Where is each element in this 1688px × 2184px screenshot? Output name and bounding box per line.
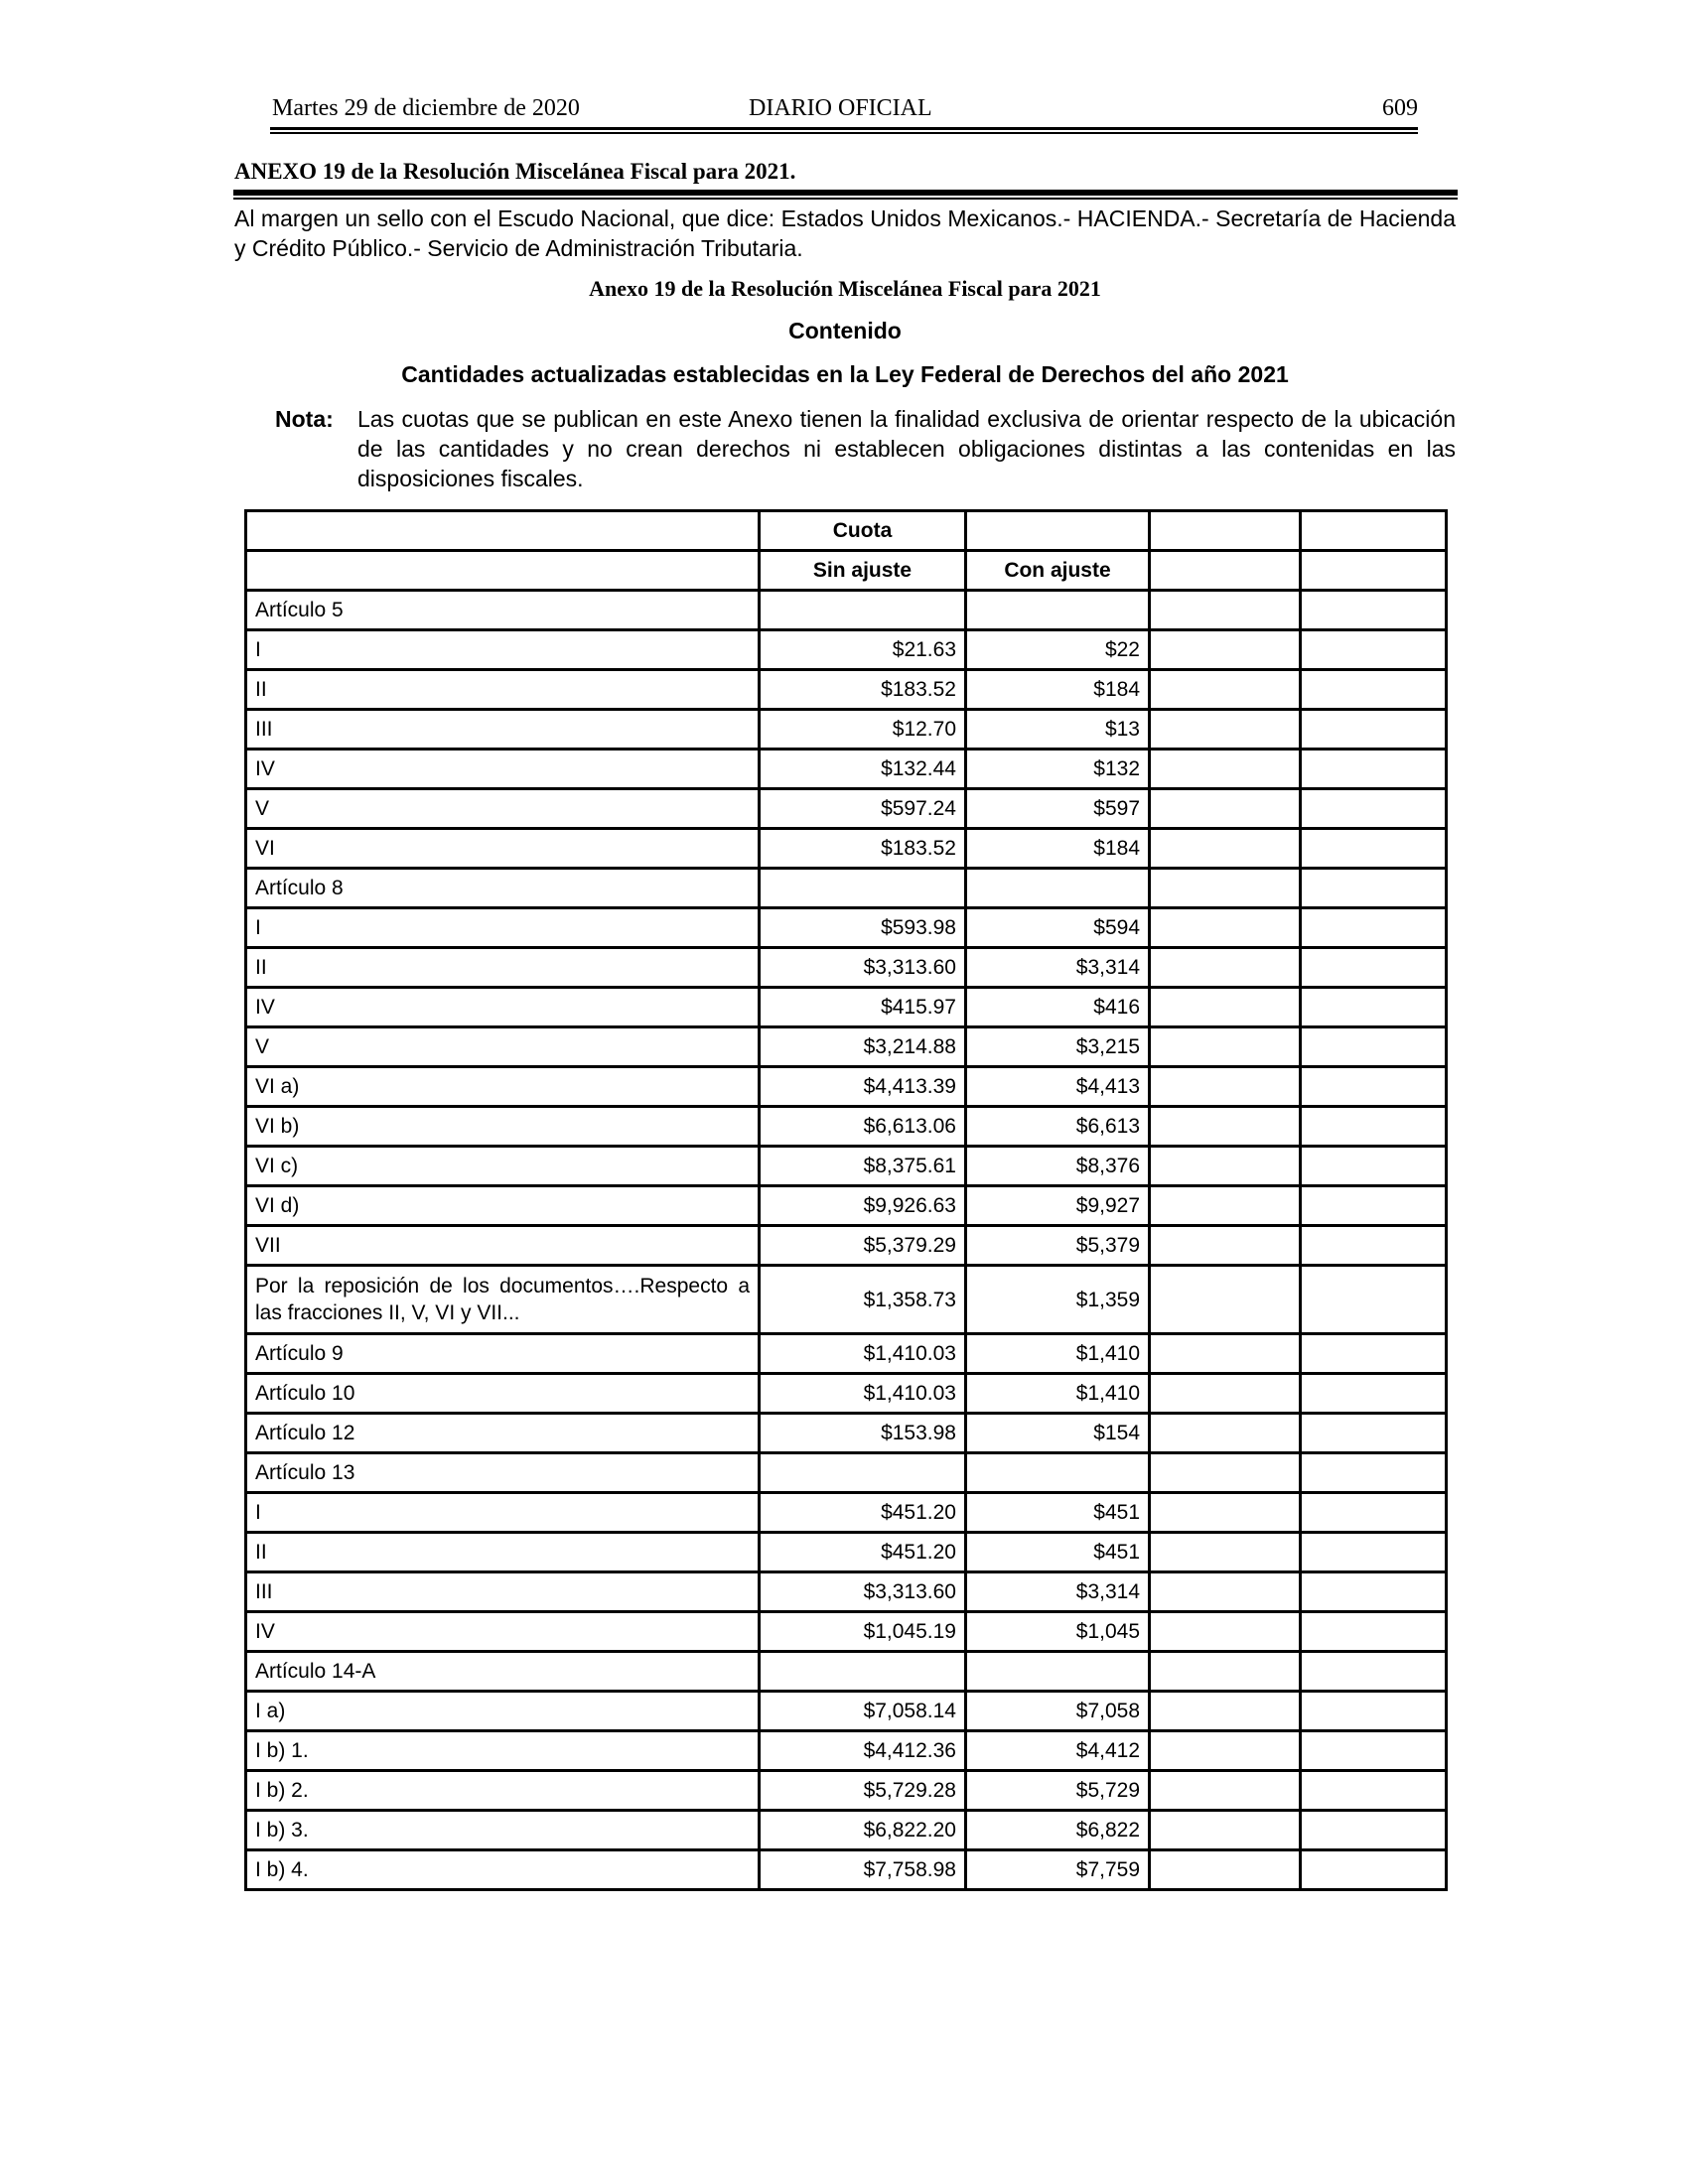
cuota-con-ajuste: $1,410 bbox=[966, 1334, 1150, 1374]
empty-cell bbox=[1301, 1493, 1447, 1533]
cuota-sin-ajuste: $12.70 bbox=[760, 710, 966, 750]
row-label: Artículo 8 bbox=[246, 869, 760, 908]
empty-cell bbox=[1150, 1731, 1301, 1771]
empty-cell bbox=[1150, 908, 1301, 948]
row-label: VI bbox=[246, 829, 760, 869]
table-row bbox=[246, 1493, 1447, 1533]
empty-cell bbox=[1150, 1453, 1301, 1493]
cuota-sin-ajuste bbox=[760, 869, 966, 908]
table-row bbox=[246, 1572, 1447, 1612]
empty-cell bbox=[1150, 591, 1301, 630]
row-label: VI a) bbox=[246, 1067, 760, 1107]
empty-cell bbox=[1150, 1533, 1301, 1572]
journal-name: DIARIO OFICIAL bbox=[749, 95, 932, 121]
cuota-con-ajuste: $5,729 bbox=[966, 1771, 1150, 1811]
cuota-con-ajuste: $154 bbox=[966, 1414, 1150, 1453]
empty-cell bbox=[1150, 1374, 1301, 1414]
table-row bbox=[246, 1850, 1447, 1890]
row-label: Artículo 9 bbox=[246, 1334, 760, 1374]
row-label: II bbox=[246, 948, 760, 988]
cuota-con-ajuste bbox=[966, 869, 1150, 908]
empty-cell bbox=[1150, 1334, 1301, 1374]
cuota-con-ajuste: $4,412 bbox=[966, 1731, 1150, 1771]
row-label: II bbox=[246, 670, 760, 710]
row-label: I bbox=[246, 908, 760, 948]
cuota-sin-ajuste bbox=[760, 591, 966, 630]
cuota-con-ajuste bbox=[966, 1453, 1150, 1493]
header-empty-cell bbox=[246, 511, 760, 551]
table-row bbox=[246, 1533, 1447, 1572]
row-label: Artículo 13 bbox=[246, 1453, 760, 1493]
cuota-con-ajuste: $132 bbox=[966, 750, 1150, 789]
cuota-con-ajuste: $9,927 bbox=[966, 1186, 1150, 1226]
cuota-con-ajuste: $184 bbox=[966, 670, 1150, 710]
row-label: Por la reposición de los documentos….Respecto a las fracciones II, V, VI y VII... bbox=[246, 1266, 760, 1334]
cuota-sin-ajuste bbox=[760, 1652, 966, 1692]
empty-cell bbox=[1301, 988, 1447, 1027]
cuota-con-ajuste: $597 bbox=[966, 789, 1150, 829]
cuota-sin-ajuste: $415.97 bbox=[760, 988, 966, 1027]
cuota-con-ajuste bbox=[966, 591, 1150, 630]
empty-cell bbox=[1150, 789, 1301, 829]
cuota-sin-ajuste: $3,214.88 bbox=[760, 1027, 966, 1067]
cuota-sin-ajuste: $1,045.19 bbox=[760, 1612, 966, 1652]
cuota-sin-ajuste: $1,410.03 bbox=[760, 1334, 966, 1374]
cuota-sin-ajuste: $3,313.60 bbox=[760, 1572, 966, 1612]
page-number: 609 bbox=[1382, 95, 1418, 121]
empty-cell bbox=[1150, 1692, 1301, 1731]
intro-paragraph: Al margen un sello con el Escudo Nacional, que dice: Estados Unidos Mexicanos.- HACIENDA.- Secretaría de Hacienda y Crédito Público.- Servicio de Administración Tributaria. bbox=[234, 205, 1456, 261]
cuota-con-ajuste: $1,410 bbox=[966, 1374, 1150, 1414]
table-row bbox=[246, 630, 1447, 670]
empty-cell bbox=[1150, 750, 1301, 789]
empty-cell bbox=[1150, 1493, 1301, 1533]
header-sin-ajuste: Sin ajuste bbox=[760, 551, 966, 591]
table-row bbox=[246, 948, 1447, 988]
empty-cell bbox=[1301, 1266, 1447, 1334]
empty-cell bbox=[1301, 1107, 1447, 1147]
row-label: I bbox=[246, 1493, 760, 1533]
empty-cell bbox=[1301, 1414, 1447, 1453]
row-label: IV bbox=[246, 1612, 760, 1652]
empty-cell bbox=[1301, 630, 1447, 670]
empty-cell bbox=[1301, 1186, 1447, 1226]
cuota-sin-ajuste: $597.24 bbox=[760, 789, 966, 829]
cuota-sin-ajuste: $4,413.39 bbox=[760, 1067, 966, 1107]
empty-cell bbox=[1301, 869, 1447, 908]
cuota-con-ajuste: $5,379 bbox=[966, 1226, 1150, 1266]
header-empty-cell bbox=[966, 511, 1150, 551]
empty-cell bbox=[1301, 1652, 1447, 1692]
table-row bbox=[246, 789, 1447, 829]
nota-text: Las cuotas que se publican en este Anexo tienen la finalidad exclusiva de orientar respecto de la ubicación de las cantidades y no crean derechos ni establecen obligaciones distintas a las contenidas en las disposiciones fiscales. bbox=[357, 406, 1456, 491]
row-label: I b) 3. bbox=[246, 1811, 760, 1850]
empty-cell bbox=[1301, 1027, 1447, 1067]
cuota-sin-ajuste: $8,375.61 bbox=[760, 1147, 966, 1186]
empty-cell bbox=[1301, 1572, 1447, 1612]
cuota-sin-ajuste: $451.20 bbox=[760, 1533, 966, 1572]
cuota-con-ajuste: $416 bbox=[966, 988, 1150, 1027]
empty-cell bbox=[1150, 710, 1301, 750]
table-row bbox=[246, 1226, 1447, 1266]
row-label: IV bbox=[246, 750, 760, 789]
row-label: V bbox=[246, 789, 760, 829]
sub-title: Anexo 19 de la Resolución Miscelánea Fiscal para 2021 bbox=[589, 276, 1101, 301]
fees-table bbox=[244, 509, 1448, 1891]
row-label: VI b) bbox=[246, 1107, 760, 1147]
cuota-sin-ajuste: $5,729.28 bbox=[760, 1771, 966, 1811]
empty-cell bbox=[1301, 1731, 1447, 1771]
header-empty-cell bbox=[1150, 551, 1301, 591]
cuota-sin-ajuste: $593.98 bbox=[760, 908, 966, 948]
cuota-con-ajuste: $22 bbox=[966, 630, 1150, 670]
empty-cell bbox=[1301, 591, 1447, 630]
table-row bbox=[246, 750, 1447, 789]
empty-cell bbox=[1301, 1226, 1447, 1266]
row-label: I b) 2. bbox=[246, 1771, 760, 1811]
table-row bbox=[246, 1147, 1447, 1186]
cuota-sin-ajuste: $7,058.14 bbox=[760, 1692, 966, 1731]
cuota-con-ajuste: $184 bbox=[966, 829, 1150, 869]
table-row bbox=[246, 1612, 1447, 1652]
empty-cell bbox=[1150, 948, 1301, 988]
empty-cell bbox=[1150, 988, 1301, 1027]
cuota-con-ajuste: $451 bbox=[966, 1533, 1150, 1572]
cuota-sin-ajuste: $183.52 bbox=[760, 829, 966, 869]
empty-cell bbox=[1150, 630, 1301, 670]
cuota-sin-ajuste bbox=[760, 1453, 966, 1493]
nota-label: Nota: bbox=[275, 406, 334, 432]
table-row bbox=[246, 1334, 1447, 1374]
table-row bbox=[246, 1453, 1447, 1493]
table-row bbox=[246, 710, 1447, 750]
empty-cell bbox=[1150, 670, 1301, 710]
header-empty-cell bbox=[1150, 511, 1301, 551]
row-label: VI c) bbox=[246, 1147, 760, 1186]
cuota-sin-ajuste: $183.52 bbox=[760, 670, 966, 710]
table-row bbox=[246, 829, 1447, 869]
empty-cell bbox=[1301, 908, 1447, 948]
table-row bbox=[246, 670, 1447, 710]
empty-cell bbox=[1301, 750, 1447, 789]
cuota-sin-ajuste: $153.98 bbox=[760, 1414, 966, 1453]
empty-cell bbox=[1150, 1027, 1301, 1067]
empty-cell bbox=[1301, 1374, 1447, 1414]
table-row bbox=[246, 1186, 1447, 1226]
empty-cell bbox=[1150, 1186, 1301, 1226]
table-row bbox=[246, 1811, 1447, 1850]
empty-cell bbox=[1150, 1771, 1301, 1811]
cuota-sin-ajuste: $1,358.73 bbox=[760, 1266, 966, 1334]
empty-cell bbox=[1301, 948, 1447, 988]
cuota-con-ajuste: $594 bbox=[966, 908, 1150, 948]
row-label: V bbox=[246, 1027, 760, 1067]
cuota-con-ajuste: $7,759 bbox=[966, 1850, 1150, 1890]
cuota-sin-ajuste: $451.20 bbox=[760, 1493, 966, 1533]
cuota-sin-ajuste: $6,822.20 bbox=[760, 1811, 966, 1850]
table-row bbox=[246, 1067, 1447, 1107]
empty-cell bbox=[1301, 1612, 1447, 1652]
empty-cell bbox=[1150, 1652, 1301, 1692]
cuota-sin-ajuste: $7,758.98 bbox=[760, 1850, 966, 1890]
empty-cell bbox=[1150, 1850, 1301, 1890]
header-empty-cell bbox=[1301, 551, 1447, 591]
empty-cell bbox=[1301, 789, 1447, 829]
table-row bbox=[246, 1414, 1447, 1453]
cuota-con-ajuste: $6,822 bbox=[966, 1811, 1150, 1850]
empty-cell bbox=[1301, 1692, 1447, 1731]
table-row bbox=[246, 1771, 1447, 1811]
table-row bbox=[246, 1374, 1447, 1414]
empty-cell bbox=[1301, 670, 1447, 710]
empty-cell bbox=[1301, 1147, 1447, 1186]
cuota-sin-ajuste: $132.44 bbox=[760, 750, 966, 789]
empty-cell bbox=[1150, 1414, 1301, 1453]
cuota-sin-ajuste: $21.63 bbox=[760, 630, 966, 670]
publication-date: Martes 29 de diciembre de 2020 bbox=[272, 95, 580, 121]
section-title: Cantidades actualizadas establecidas en la Ley Federal de Derechos del año 2021 bbox=[401, 361, 1289, 387]
empty-cell bbox=[1150, 1226, 1301, 1266]
empty-cell bbox=[1301, 1811, 1447, 1850]
table-row bbox=[246, 1266, 1447, 1334]
cuota-con-ajuste: $3,215 bbox=[966, 1027, 1150, 1067]
empty-cell bbox=[1301, 829, 1447, 869]
empty-cell bbox=[1150, 829, 1301, 869]
cuota-sin-ajuste: $1,410.03 bbox=[760, 1374, 966, 1414]
empty-cell bbox=[1150, 1612, 1301, 1652]
header-empty-cell bbox=[246, 551, 760, 591]
empty-cell bbox=[1150, 869, 1301, 908]
title-rule bbox=[233, 190, 1458, 200]
empty-cell bbox=[1150, 1811, 1301, 1850]
table-subheader-row bbox=[246, 551, 1447, 591]
row-label: Artículo 14-A bbox=[246, 1652, 760, 1692]
row-label: Artículo 5 bbox=[246, 591, 760, 630]
cuota-con-ajuste bbox=[966, 1652, 1150, 1692]
empty-cell bbox=[1301, 710, 1447, 750]
header-empty-cell bbox=[1301, 511, 1447, 551]
cuota-con-ajuste: $8,376 bbox=[966, 1147, 1150, 1186]
row-label: I bbox=[246, 630, 760, 670]
empty-cell bbox=[1301, 1453, 1447, 1493]
running-head bbox=[272, 95, 1418, 125]
cuota-sin-ajuste: $9,926.63 bbox=[760, 1186, 966, 1226]
row-label: I b) 4. bbox=[246, 1850, 760, 1890]
empty-cell bbox=[1150, 1147, 1301, 1186]
cuota-con-ajuste: $1,359 bbox=[966, 1266, 1150, 1334]
table-row bbox=[246, 1652, 1447, 1692]
row-label: IV bbox=[246, 988, 760, 1027]
empty-cell bbox=[1150, 1067, 1301, 1107]
header-cuota: Cuota bbox=[760, 511, 966, 551]
row-label: I b) 1. bbox=[246, 1731, 760, 1771]
table-row bbox=[246, 869, 1447, 908]
cuota-sin-ajuste: $6,613.06 bbox=[760, 1107, 966, 1147]
table-row bbox=[246, 1692, 1447, 1731]
row-label: Artículo 12 bbox=[246, 1414, 760, 1453]
empty-cell bbox=[1150, 1572, 1301, 1612]
header-con-ajuste: Con ajuste bbox=[966, 551, 1150, 591]
table-row bbox=[246, 908, 1447, 948]
cuota-con-ajuste: $1,045 bbox=[966, 1612, 1150, 1652]
empty-cell bbox=[1150, 1266, 1301, 1334]
empty-cell bbox=[1301, 1067, 1447, 1107]
anexo-title: ANEXO 19 de la Resolución Miscelánea Fiscal para 2021. bbox=[234, 159, 796, 184]
table-row bbox=[246, 1107, 1447, 1147]
header-double-rule bbox=[270, 127, 1418, 135]
empty-cell bbox=[1150, 1107, 1301, 1147]
cuota-con-ajuste: $7,058 bbox=[966, 1692, 1150, 1731]
table-row bbox=[246, 1731, 1447, 1771]
table-header-row bbox=[246, 511, 1447, 551]
empty-cell bbox=[1301, 1850, 1447, 1890]
empty-cell bbox=[1301, 1533, 1447, 1572]
row-label: III bbox=[246, 710, 760, 750]
row-label: III bbox=[246, 1572, 760, 1612]
row-label: Artículo 10 bbox=[246, 1374, 760, 1414]
cuota-con-ajuste: $13 bbox=[966, 710, 1150, 750]
cuota-con-ajuste: $3,314 bbox=[966, 948, 1150, 988]
table-row bbox=[246, 1027, 1447, 1067]
contenido-heading: Contenido bbox=[788, 318, 902, 343]
cuota-con-ajuste: $451 bbox=[966, 1493, 1150, 1533]
row-label: VII bbox=[246, 1226, 760, 1266]
cuota-con-ajuste: $6,613 bbox=[966, 1107, 1150, 1147]
table-row bbox=[246, 988, 1447, 1027]
row-label: II bbox=[246, 1533, 760, 1572]
cuota-con-ajuste: $4,413 bbox=[966, 1067, 1150, 1107]
cuota-sin-ajuste: $3,313.60 bbox=[760, 948, 966, 988]
cuota-con-ajuste: $3,314 bbox=[966, 1572, 1150, 1612]
table-row bbox=[246, 591, 1447, 630]
cuota-sin-ajuste: $5,379.29 bbox=[760, 1226, 966, 1266]
empty-cell bbox=[1301, 1334, 1447, 1374]
row-label: VI d) bbox=[246, 1186, 760, 1226]
cuota-sin-ajuste: $4,412.36 bbox=[760, 1731, 966, 1771]
empty-cell bbox=[1301, 1771, 1447, 1811]
row-label: I a) bbox=[246, 1692, 760, 1731]
